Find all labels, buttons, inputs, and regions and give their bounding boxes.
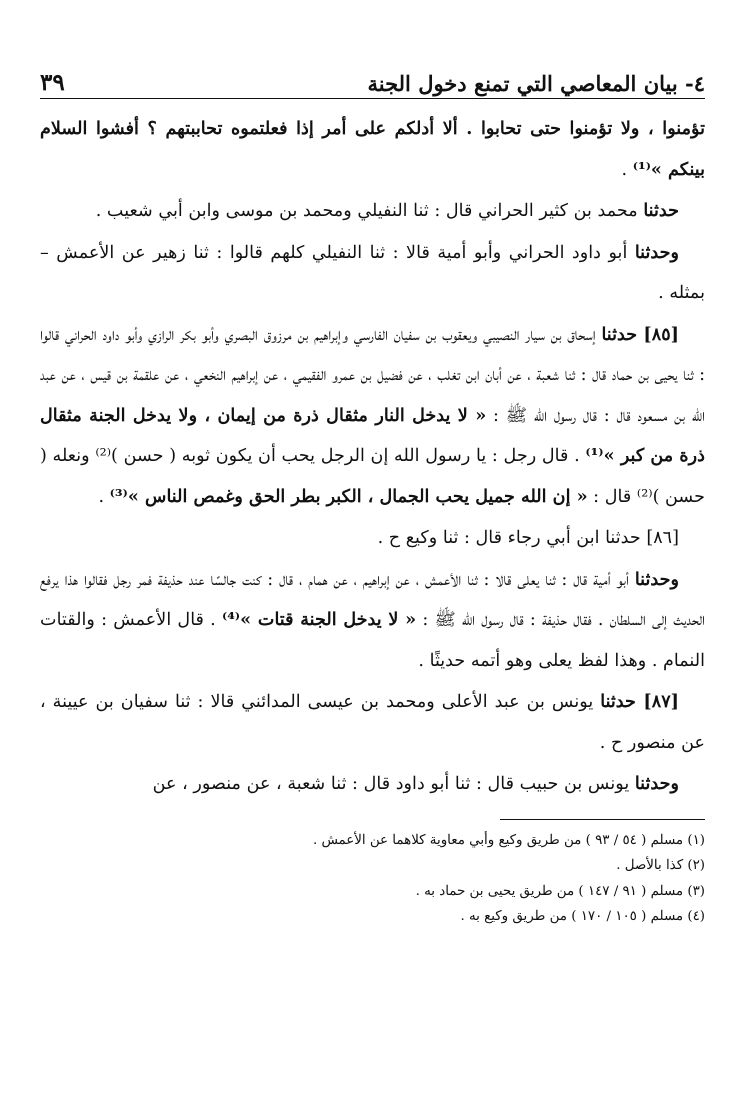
book-page — [40, 58, 705, 1078]
bold-text-run: « إن الله جميل يحب الجمال ، الكبر بطر الحق وغمص الناس »⁽³⁾ — [109, 485, 588, 507]
footnotes — [40, 828, 705, 930]
bold-text-run: وحدثنا — [634, 241, 679, 263]
page-header — [40, 58, 705, 96]
page-number: ٣٩ — [40, 69, 65, 96]
footnote: (٤) مسلم ( ١٠٥ / ١٧٠ ) من طريق وكيع به . — [460, 909, 705, 925]
footnote: (١) مسلم ( ٥٤ / ٩٣ ) من طريق وكيع وأبي معاوية كلاهما عن الأعمش . — [312, 832, 705, 848]
paragraph — [40, 682, 705, 763]
text-run: أبو أمية قال : ثنا يعلى قالا : ثنا الأعمش ، عن إبراهيم ، عن همام ، قال : كنت جالسًا عند حذيفة فمر رجل فقالوا هذا يرفع الحديث إلى السلطان . فقال حذيفة : قال رسول الله ﷺ : — [40, 569, 705, 630]
footnote-separator — [500, 819, 705, 820]
bold-text-run: وحدثنا — [634, 773, 679, 794]
footnote: (٣) مسلم ( ٩١ / ١٤٧ ) من طريق يحيى بن حماد به . — [415, 883, 705, 899]
paragraph — [40, 764, 705, 805]
text-run: محمد بن كثير الحراني قال : ثنا النفيلي ومحمد بن موسى وابن أبي شعيب . — [95, 201, 644, 221]
paragraph — [40, 233, 705, 314]
text-run: . — [621, 159, 633, 180]
bold-text-run: [٨٥] حدثنا — [601, 323, 679, 345]
paragraph — [40, 560, 705, 682]
bold-text-run: « لا يدخل النار مثقال ذرة من إيمان ، ولا يدخل الجنة مثقال ذرة من كبر »⁽¹⁾ — [40, 404, 705, 466]
text-run: إسحاق بن سيار النصيبي ويعقوب بن سفيان الفارسي وإبراهيم بن مرزوق البصري وأبو بكر الرازي وأبو داود الحراني قالوا : ثنا يحيى بن حماد قال : ثنا شعبة ، عن أبان ابن تغلب ، عن فضيل بن عمرو الفقيمي ، عن إبراهيم النخعي ، عن علقمة بن قيس ، عن عبد الله بن مسعود قال : قال رسول الله ﷺ : — [40, 324, 705, 426]
bold-text-run: تؤمنوا ، ولا تؤمنوا حتى تحابوا . ألا أدلكم على أمر إذا فعلتموه تحاببتهم ؟ أفشوا السلام بينكم »⁽¹⁾ — [40, 118, 705, 180]
text-run: يونس بن عبد الأعلى ومحمد بن عيسى المدائني قالا : ثنا سفيان بن عيينة ، عن منصور ح . — [40, 692, 705, 753]
running-title: ٤- بيان المعاصي التي تمنع دخول الجنة — [367, 71, 705, 96]
header-rule — [40, 98, 705, 99]
text-run: . — [98, 486, 110, 507]
footnote: (٢) كذا بالأصل . — [616, 858, 705, 874]
text-run: . قال الأعمش : والقتات النمام . وهذا لفظ يعلى وهو أتمه حديثًا . — [40, 610, 705, 671]
paragraph — [40, 109, 705, 190]
bold-text-run: « لا يدخل الجنة قتات »⁽⁴⁾ — [221, 609, 417, 630]
paragraph — [40, 315, 705, 518]
bold-text-run: وحدثنا — [634, 568, 679, 590]
paragraph — [40, 518, 705, 559]
body-text — [40, 109, 705, 805]
paragraph — [40, 191, 705, 232]
text-run: . قال رجل : يا رسول الله إن الرجل يحب أن يكون ثوبه ( حسن )⁽²⁾ ونعله ( حسن )⁽²⁾ قال : — [40, 446, 705, 507]
text-run: أبو داود الحراني وأبو أمية قالا : ثنا النفيلي كلهم قالوا : ثنا زهير عن الأعمش – بمثله . — [40, 242, 705, 303]
text-run: يونس بن حبيب قال : ثنا أبو داود قال : ثنا شعبة ، عن منصور ، عن — [152, 774, 635, 794]
text-run: [٨٦] حدثنا ابن أبي رجاء قال : ثنا وكيع ح . — [377, 528, 679, 548]
bold-text-run: [٨٧] حدثنا — [600, 691, 679, 712]
bold-text-run: حدثنا — [643, 200, 679, 221]
